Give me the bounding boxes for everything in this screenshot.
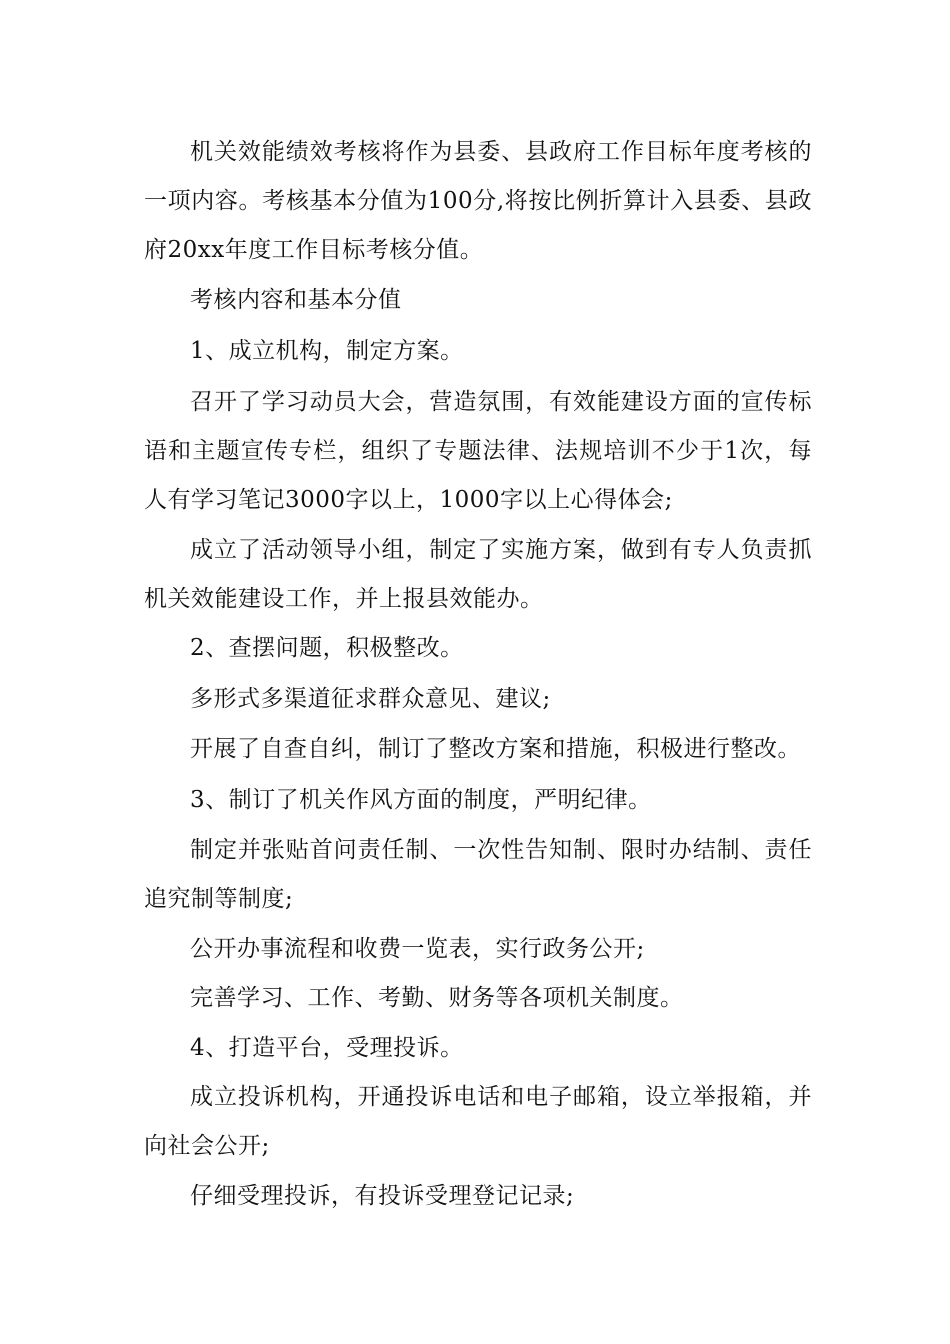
paragraph-item-4b: 仔细受理投诉，有投诉受理登记记录; <box>190 1183 575 1209</box>
item-heading-4: 4、打造平台，受理投诉。 <box>190 1035 464 1061</box>
item-heading-2: 2、查摆问题，积极整改。 <box>190 635 464 661</box>
paragraph-item-4a: 成立投诉机构，开通投诉电话和电子邮箱，设立举报箱，并向社会公开; <box>144 1084 812 1159</box>
paragraph-item-1a: 召开了学习动员大会，营造氛围，有效能建设方面的宣传标语和主题宣传专栏，组织了专题法律、法规培训不少于1次，每人有学习笔记3000字以上，1000字以上心得体会; <box>144 389 812 513</box>
paragraph-item-3c: 完善学习、工作、考勤、财务等各项机关制度。 <box>190 985 684 1011</box>
paragraph-item-3a: 制定并张贴首问责任制、一次性告知制、限时办结制、责任追究制等制度; <box>144 837 812 912</box>
paragraph-intro: 机关效能绩效考核将作为县委、县政府工作目标年度考核的一项内容。考核基本分值为100分,将按比例折算计入县委、县政府20xx年度工作目标考核分值。 <box>144 139 812 263</box>
paragraph-item-3b: 公开办事流程和收费一览表，实行政务公开; <box>190 936 645 962</box>
paragraph-item-2a: 多形式多渠道征求群众意见、建议; <box>190 686 551 712</box>
paragraph-item-1b: 成立了活动领导小组，制定了实施方案，做到有专人负责抓机关效能建设工作，并上报县效能办。 <box>144 537 812 612</box>
section-heading: 考核内容和基本分值 <box>190 287 402 313</box>
item-heading-3: 3、制订了机关作风方面的制度，严明纪律。 <box>190 787 652 813</box>
paragraph-item-2b: 开展了自查自纠，制订了整改方案和措施，积极进行整改。 <box>190 736 801 762</box>
item-heading-1: 1、成立机构，制定方案。 <box>190 338 464 364</box>
